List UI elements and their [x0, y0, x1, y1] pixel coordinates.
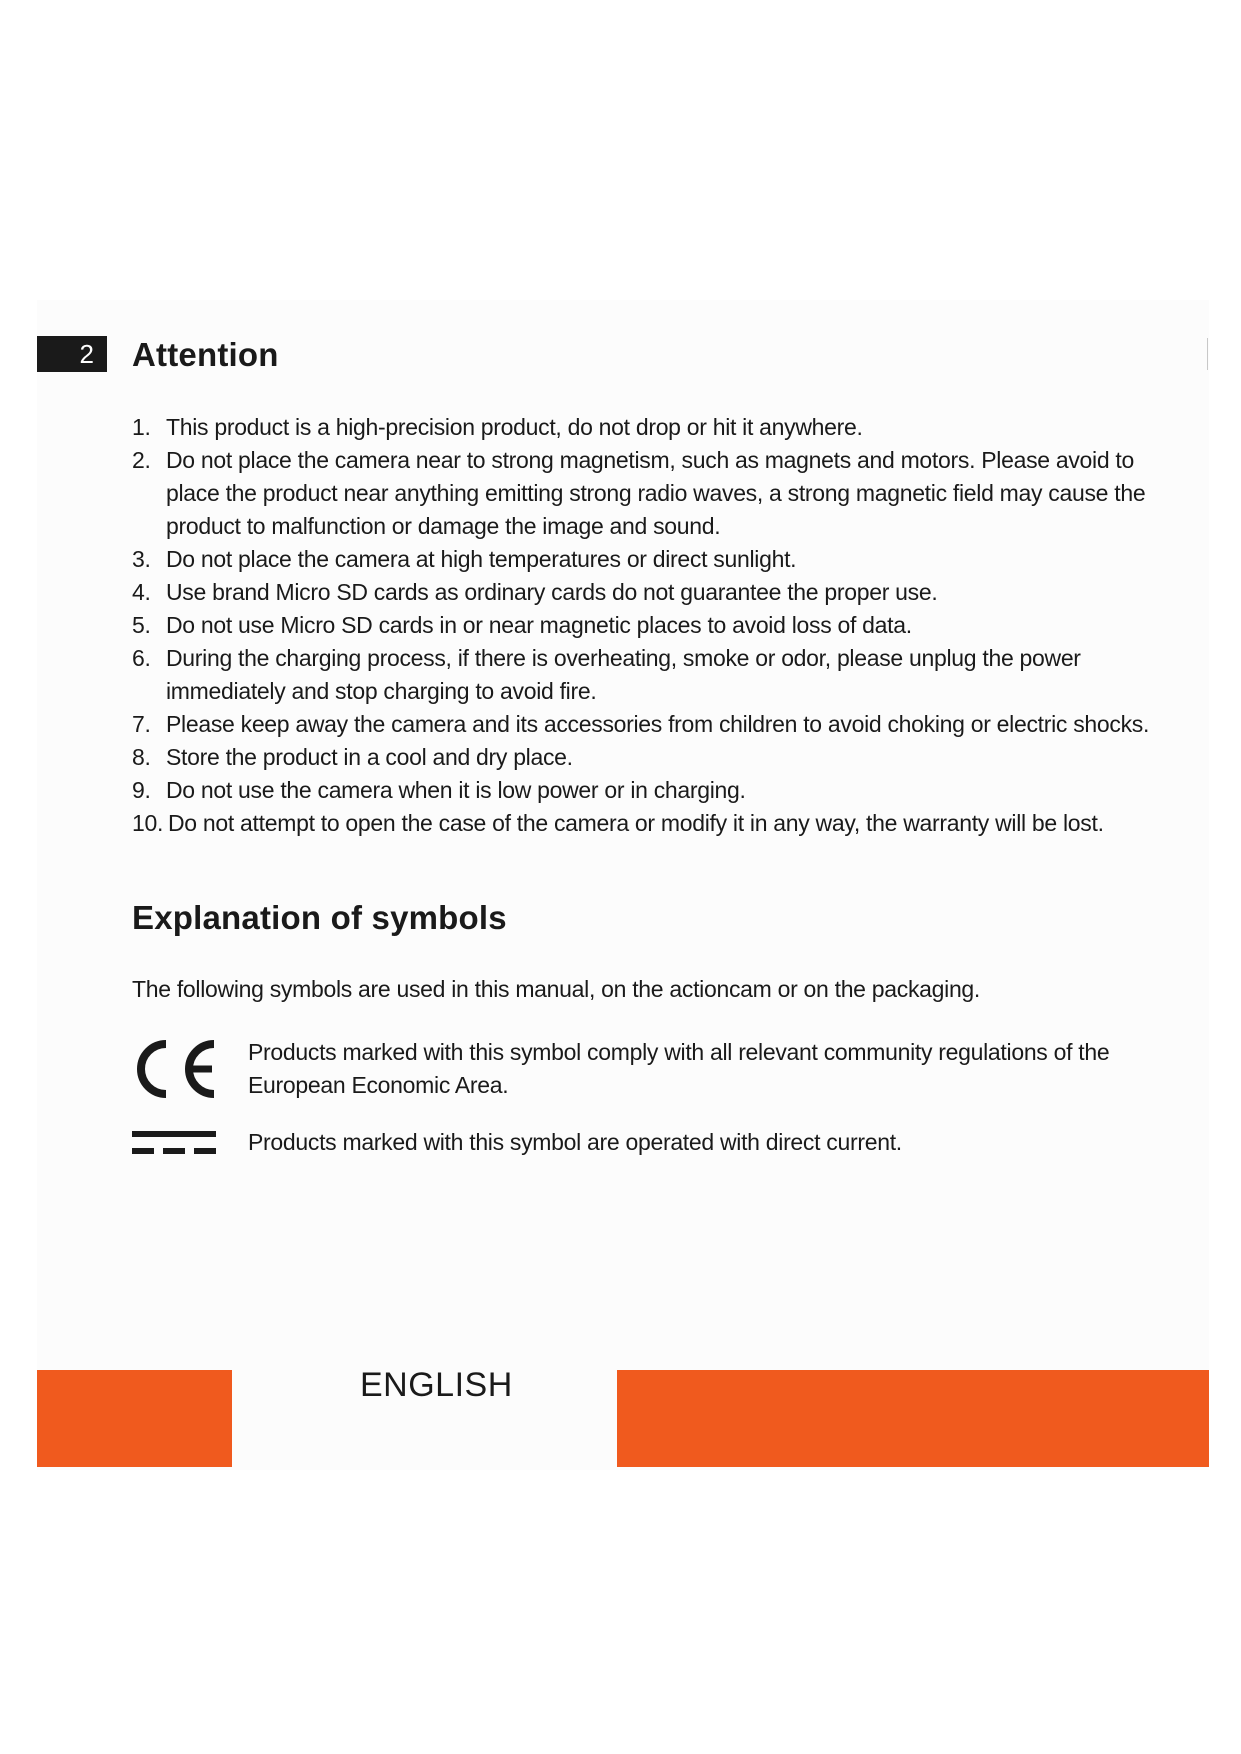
list-item-number: 10. [132, 810, 164, 836]
symbol-row-ce [132, 1036, 1132, 1116]
list-item-text: Do not attempt to open the case of the camera or modify it in any way, the warranty will be lost. [168, 810, 1104, 836]
list-item-number: 9. [132, 777, 151, 803]
symbol-ce-text: Products marked with this symbol comply with all relevant community regulations of the European Economic Area. [248, 1039, 1110, 1098]
list-item-number: 8. [132, 744, 151, 770]
list-item [132, 609, 1192, 642]
footer-accent-bar-left [37, 1370, 232, 1467]
list-item-number: 1. [132, 414, 151, 440]
list-item-number: 6. [132, 645, 151, 671]
symbol-row-dc [132, 1126, 1132, 1206]
list-item [132, 741, 1192, 774]
list-item-text: Do not place the camera at high temperatures or direct sunlight. [166, 546, 797, 572]
list-item-text: Do not place the camera near to strong magnetism, such as magnets and motors. Please avoid to place the product near anything emitting strong radio waves, a strong magnetic field may cause the product to malfunction or damage the image and sound. [166, 447, 1146, 539]
symbols-intro: The following symbols are used in this manual, on the actioncam or on the packaging. [132, 976, 981, 1002]
page-number: 2 [37, 336, 107, 372]
list-item [132, 774, 1192, 807]
list-item-number: 7. [132, 711, 151, 737]
symbol-dc-text: Products marked with this symbol are operated with direct current. [248, 1129, 902, 1155]
language-label: ENGLISH [360, 1366, 513, 1404]
list-item [132, 576, 1192, 609]
list-item-text: During the charging process, if there is overheating, smoke or odor, please unplug the power immediately and stop charging to avoid fire. [166, 645, 1081, 704]
list-item-number: 2. [132, 447, 151, 473]
list-item [132, 807, 1192, 840]
list-item-text: Store the product in a cool and dry place. [166, 744, 573, 770]
list-item-number: 5. [132, 612, 151, 638]
list-item-text: Do not use Micro SD cards in or near magnetic places to avoid loss of data. [166, 612, 912, 638]
list-item [132, 444, 1192, 543]
list-item-text: This product is a high-precision product, do not drop or hit it anywhere. [166, 414, 863, 440]
list-item [132, 543, 1192, 576]
divider [1207, 338, 1208, 370]
list-item-text: Please keep away the camera and its accessories from children to avoid choking or electric shocks. [166, 711, 1150, 737]
list-item-text: Do not use the camera when it is low power or in charging. [166, 777, 746, 803]
direct-current-icon [132, 1128, 222, 1164]
list-item-number: 3. [132, 546, 151, 572]
list-item-text: Use brand Micro SD cards as ordinary cards do not guarantee the proper use. [166, 579, 938, 605]
footer-accent-bar-right [617, 1370, 1209, 1467]
symbols-heading: Explanation of symbols [132, 899, 507, 936]
ce-mark-icon [132, 1036, 222, 1102]
list-item [132, 708, 1192, 741]
attention-heading: Attention [132, 336, 279, 373]
list-item-number: 4. [132, 579, 151, 605]
attention-list [132, 411, 1192, 840]
list-item [132, 642, 1192, 708]
list-item [132, 411, 1192, 444]
